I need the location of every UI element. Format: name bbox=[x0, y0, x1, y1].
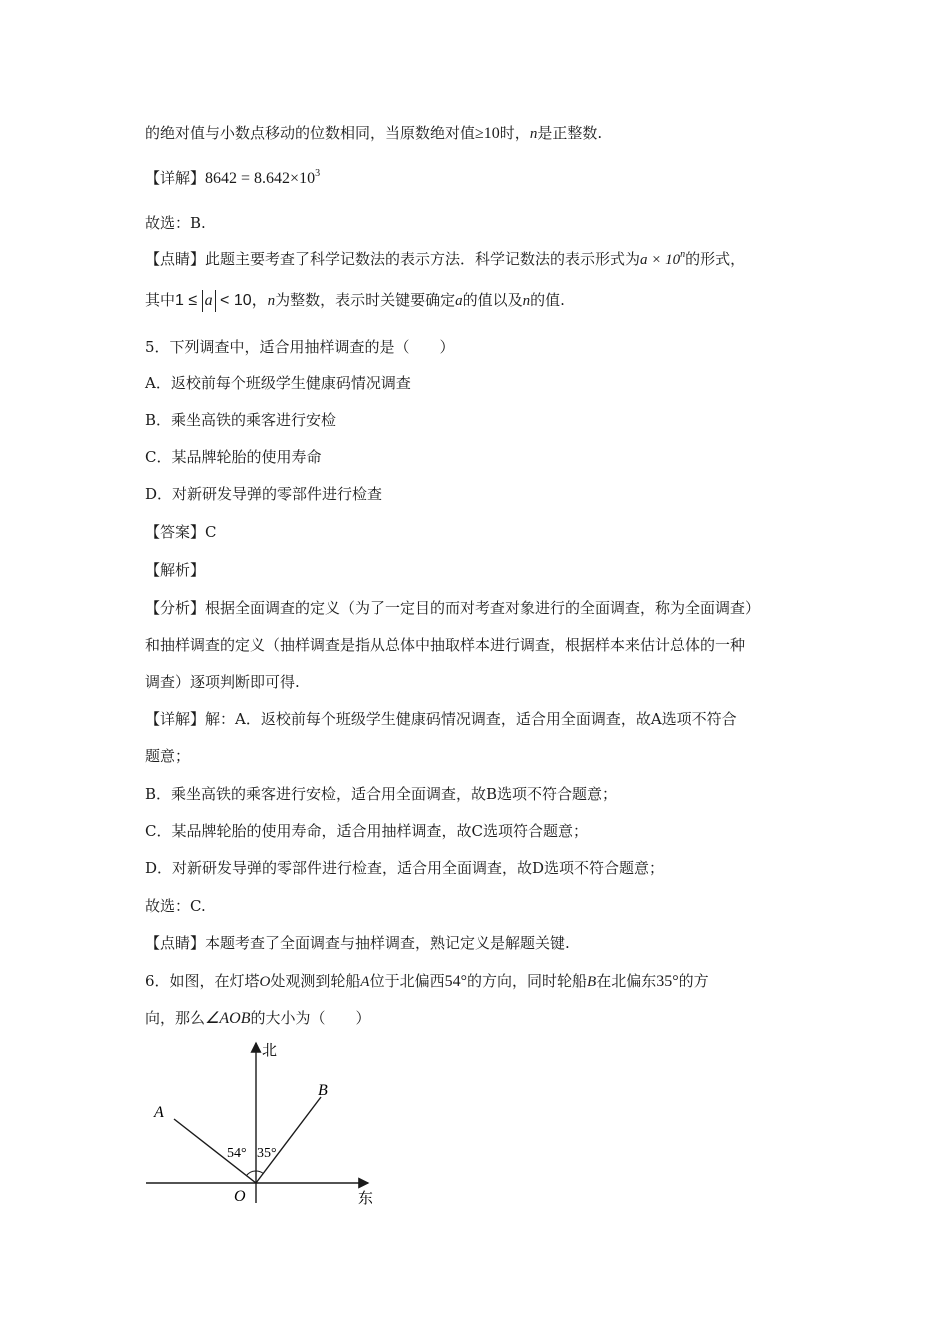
question-6 bbox=[145, 970, 709, 993]
detail-line: D．对新研发导弹的零部件进行检查，适合用全面调查，故D选项不符合题意； bbox=[145, 859, 665, 877]
text-segment: 时， bbox=[499, 124, 530, 142]
text-segment: 的绝对值与小数点移动的位数相同，当原数绝对值 bbox=[145, 124, 476, 142]
text-segment: 其中 bbox=[145, 291, 176, 309]
detail-line bbox=[145, 167, 320, 190]
detail-line: 题意； bbox=[145, 747, 191, 765]
text-segment: 的方 bbox=[678, 972, 709, 990]
text-segment: 在北偏东 bbox=[596, 972, 657, 990]
point-line: 【点睛】本题考查了全面调查与抽样调查，熟记定义是解题关键. bbox=[145, 934, 570, 952]
section-tag: 【详解】 bbox=[145, 169, 206, 187]
text-segment: 是正整数. bbox=[537, 124, 603, 142]
text-line bbox=[145, 122, 602, 145]
math-variable: n bbox=[529, 126, 538, 142]
detail-line: B．乘坐高铁的乘客进行安检，适合用全面调查，故B选项不符合题意； bbox=[145, 785, 618, 803]
angle-arc-b bbox=[256, 1171, 263, 1173]
point-a-label: A bbox=[154, 1104, 164, 1121]
section-tag: 【点睛】 bbox=[145, 250, 206, 268]
math-variable: n bbox=[522, 293, 531, 309]
text-segment: 处观测到轮船 bbox=[270, 972, 361, 990]
text-segment: 向，那么 bbox=[145, 1009, 206, 1027]
analysis-line: 【分析】根据全面调查的定义（为了一定目的而对考查对象进行的全面调查，称为全面调查） bbox=[145, 599, 761, 617]
math-variable: A bbox=[360, 974, 370, 990]
detail-line: C．某品牌轮胎的使用寿命，适合用抽样调查，故C选项符合题意； bbox=[145, 822, 588, 840]
bearing-diagram bbox=[140, 1035, 390, 1215]
text-segment: 6．如图，在灯塔 bbox=[145, 972, 260, 990]
math-expression: < 10， bbox=[215, 292, 268, 309]
math-variable: B bbox=[587, 974, 597, 990]
angle-label-54: 54° bbox=[227, 1146, 247, 1161]
question-6-line-2 bbox=[145, 1007, 370, 1030]
point-line bbox=[145, 248, 745, 271]
detail-line: 【详解】解：A．返校前每个班级学生健康码情况调查，适合用全面调查，故A选项不符合 bbox=[145, 710, 737, 728]
math-abs: a bbox=[202, 290, 216, 312]
math-expression: 1 ≤ bbox=[175, 292, 202, 309]
math-exponent: 3 bbox=[315, 168, 321, 179]
choose-line: 故选：C. bbox=[145, 897, 206, 915]
math-variable: O bbox=[259, 974, 271, 990]
text-segment: 的方向，同时轮船 bbox=[467, 972, 588, 990]
question-5: 5．下列调查中，适合用抽样调查的是（ ） bbox=[145, 338, 455, 356]
north-label: 北 bbox=[262, 1043, 278, 1059]
angle-label-35: 35° bbox=[257, 1146, 277, 1161]
text-segment: 的形式， bbox=[685, 250, 746, 268]
math-expression: 54° bbox=[444, 973, 467, 990]
text-segment: 的大小为（ ） bbox=[250, 1009, 371, 1027]
math-expression: 35° bbox=[656, 973, 679, 990]
math-expression: ≥10 bbox=[475, 125, 500, 142]
option-c: C．某品牌轮胎的使用寿命 bbox=[145, 448, 322, 466]
point-line-2 bbox=[145, 289, 565, 312]
answer-line: 【答案】C bbox=[145, 523, 217, 541]
east-label: 东 bbox=[358, 1191, 374, 1207]
math-expression: ∠AOB bbox=[205, 1010, 251, 1027]
math-variable: a bbox=[455, 293, 463, 309]
math-exponent: n bbox=[680, 249, 686, 260]
text-segment: 为整数，表示时关键要确定 bbox=[275, 291, 456, 309]
ray-ob bbox=[256, 1097, 321, 1183]
math-expression: 8642 = 8.642×10 bbox=[205, 170, 316, 187]
text-segment: 此题主要考查了科学记数法的表示方法．科学记数法的表示形式为 bbox=[205, 250, 641, 268]
text-segment: 位于北偏西 bbox=[369, 972, 445, 990]
math-variable: n bbox=[267, 293, 276, 309]
analysis-tag: 【解析】 bbox=[145, 561, 206, 579]
angle-arc-a bbox=[247, 1171, 257, 1176]
point-o-label: O bbox=[234, 1188, 246, 1205]
text-segment: 的值以及 bbox=[462, 291, 523, 309]
option-d: D．对新研发导弹的零部件进行检查 bbox=[145, 485, 383, 503]
analysis-line: 和抽样调查的定义（抽样调查是指从总体中抽取样本进行调查，根据样本来估计总体的一种 bbox=[145, 636, 746, 654]
math-expression: a × 10 bbox=[640, 252, 681, 268]
point-b-label: B bbox=[318, 1082, 328, 1099]
choose-line: 故选：B. bbox=[145, 214, 206, 232]
text-segment: 的值. bbox=[530, 291, 565, 309]
option-a: A．返校前每个班级学生健康码情况调查 bbox=[145, 374, 411, 392]
analysis-line: 调查）逐项判断即可得. bbox=[145, 673, 300, 691]
option-b: B．乘坐高铁的乘客进行安检 bbox=[145, 411, 337, 429]
